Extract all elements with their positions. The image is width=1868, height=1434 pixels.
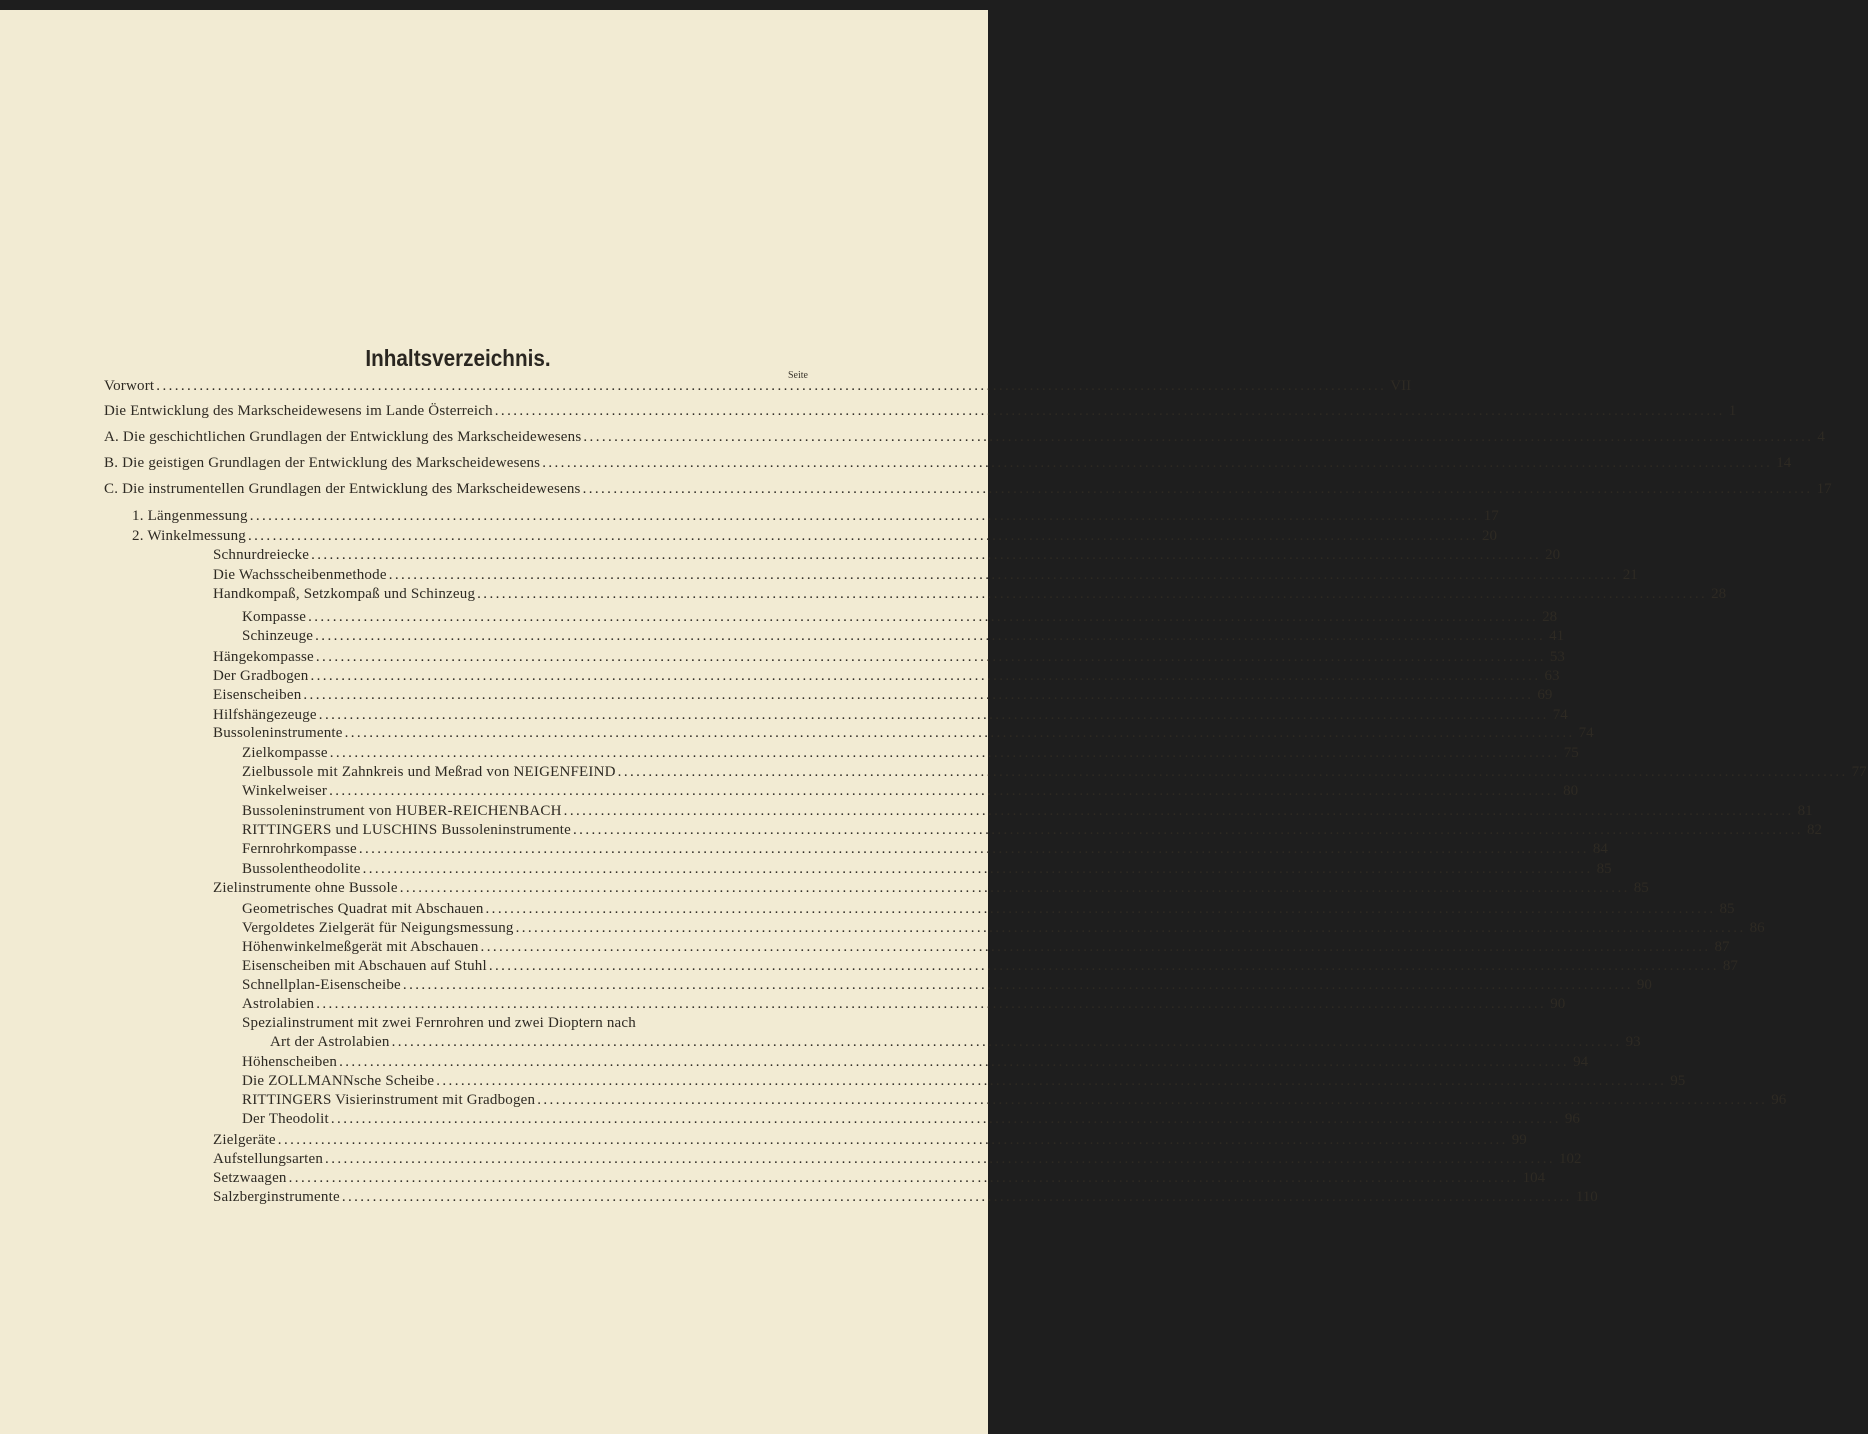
toc-entry-title: Vorwort xyxy=(104,378,155,394)
dot-leader: ........................................................................................................................................................................................................ xyxy=(249,508,1480,524)
toc-entry-page: 84 xyxy=(1592,841,1608,857)
toc-entry-title: B. Die geistigen Grundlagen der Entwicklung des Markscheidewesens xyxy=(104,455,541,471)
toc-entry-page: 87 xyxy=(1722,958,1738,974)
toc-entry xyxy=(104,428,1825,447)
toc-entry-page: 17 xyxy=(1816,481,1832,497)
toc-entry-title: A. Die geschichtlichen Grundlagen der Entwicklung des Markscheidewesens xyxy=(104,429,582,445)
toc-entry xyxy=(213,648,1565,667)
dot-leader: ........................................................................................................................................................................................................ xyxy=(288,1170,1519,1186)
toc-entry xyxy=(213,1169,1546,1188)
dot-leader: ........................................................................................................................................................................................................ xyxy=(315,628,1546,644)
toc-entry-title: Bussoleninstrumente xyxy=(213,725,343,741)
toc-entry xyxy=(242,821,1823,840)
dot-leader: ........................................................................................................................................................................................................ xyxy=(318,707,1549,723)
document-page xyxy=(0,10,1867,1434)
toc-entry-page: 21 xyxy=(1622,567,1638,583)
dot-leader: ........................................................................................................................................................................................................ xyxy=(477,586,1708,602)
toc-entry-page: 69 xyxy=(1537,687,1553,703)
dot-leader: ........................................................................................................................................................................................................ xyxy=(303,687,1534,703)
toc-entry-page: 85 xyxy=(1719,901,1735,917)
toc-entry-title: Schinzeuge xyxy=(242,628,314,644)
dot-leader: ........................................................................................................................................................................................................ xyxy=(316,996,1547,1012)
toc-entry-page: 85 xyxy=(1633,880,1649,896)
dot-leader: ........................................................................................................................................................................................................ xyxy=(480,939,1711,955)
toc-entry-page: 99 xyxy=(1511,1132,1527,1148)
dot-leader: ........................................................................................................................................................................................................ xyxy=(485,901,1716,917)
toc-entry-page: 86 xyxy=(1749,920,1765,936)
toc-entry xyxy=(242,608,1558,627)
dot-leader: ........................................................................................................................................................................................................ xyxy=(362,861,1593,877)
dot-leader: ........................................................................................................................................................................................................ xyxy=(583,429,1814,445)
toc-entry xyxy=(242,1053,1589,1072)
dot-leader: ........................................................................................................................................................................................................ xyxy=(436,1073,1667,1089)
toc-entry-page: 96 xyxy=(1564,1111,1580,1127)
dot-leader: ........................................................................................................................................................................................................ xyxy=(388,567,1619,583)
toc-entry-title: Zielinstrumente ohne Bussole xyxy=(213,880,398,896)
toc-entry-title: Der Theodolit xyxy=(242,1111,329,1127)
dot-leader: ........................................................................................................................................................................................................ xyxy=(344,725,1575,741)
toc-entry-title: Die Wachsscheibenmethode xyxy=(213,567,387,583)
toc-entry-page: 85 xyxy=(1596,861,1612,877)
toc-entry-page: 77 xyxy=(1851,764,1867,780)
dot-leader: ........................................................................................................................................................................................................ xyxy=(563,803,1794,819)
toc-entry-page: 74 xyxy=(1578,725,1594,741)
toc-entry xyxy=(104,454,1792,473)
toc-entry-page: 82 xyxy=(1807,822,1823,838)
toc-entry-page: 28 xyxy=(1542,609,1558,625)
toc-entry xyxy=(213,686,1553,705)
toc-entry-title: Salzberginstrumente xyxy=(213,1189,340,1205)
toc-entry xyxy=(213,706,1568,725)
toc-entry xyxy=(242,1072,1686,1091)
toc-entry xyxy=(132,507,1499,526)
toc-entry-title: Spezialinstrument mit zwei Fernrohren und zwei Dioptern nach xyxy=(242,1015,636,1031)
toc-entry-title: Fernrohrkompasse xyxy=(242,841,357,857)
toc-entry-page: 4 xyxy=(1817,429,1825,445)
toc-entry xyxy=(104,377,1412,396)
toc-entry-title: Höhenscheiben xyxy=(242,1054,338,1070)
dot-leader: ........................................................................................................................................................................................................ xyxy=(339,1054,1570,1070)
toc-entry xyxy=(213,546,1561,565)
dot-leader: ........................................................................................................................................................................................................ xyxy=(358,841,1589,857)
toc-entry-title: Höhenwinkelmeßgerät mit Abschauen xyxy=(242,939,479,955)
toc-entry-page: 1 xyxy=(1728,403,1737,419)
toc-entry-page: 28 xyxy=(1711,586,1727,602)
toc-entry xyxy=(242,860,1612,879)
toc-entry-title: 2. Winkelmessung xyxy=(132,528,246,544)
toc-entry-title: Hängekompasse xyxy=(213,649,314,665)
toc-entry-page: 104 xyxy=(1522,1170,1546,1186)
toc-entry-title: Hilfshängezeuge xyxy=(213,707,317,723)
toc-entry-page: 95 xyxy=(1670,1073,1686,1089)
toc-entry-page: 41 xyxy=(1549,628,1565,644)
toc-entry-title: Aufstellungsarten xyxy=(213,1151,324,1167)
toc-entry xyxy=(213,585,1727,604)
dot-leader: ........................................................................................................................................................................................................ xyxy=(310,668,1541,684)
toc-entry-title: Die ZOLLMANNsche Scheibe xyxy=(242,1073,435,1089)
dot-leader: ........................................................................................................................................................................................................ xyxy=(515,920,1746,936)
toc-entry-page: 90 xyxy=(1550,996,1566,1012)
dot-leader: ........................................................................................................................................................................................................ xyxy=(542,455,1773,471)
toc-entry-title: Kompasse xyxy=(242,609,307,625)
toc-entry-title: Der Gradbogen xyxy=(213,668,309,684)
toc-entry xyxy=(213,1188,1598,1207)
toc-entry-title: Schnellplan-Eisenscheibe xyxy=(242,977,401,993)
toc-entry xyxy=(242,782,1579,801)
toc-entry-page: 75 xyxy=(1563,745,1579,761)
toc-entry-title: RITTINGERS Visierinstrument mit Gradbogen xyxy=(242,1092,536,1108)
toc-entry-page: 63 xyxy=(1544,668,1560,684)
toc-entry-title: Geometrisches Quadrat mit Abschauen xyxy=(242,901,484,917)
dot-leader: ........................................................................................................................................................................................................ xyxy=(617,764,1848,780)
toc-entry-page: 17 xyxy=(1483,508,1499,524)
toc-entry-title: Winkelweiser xyxy=(242,783,328,799)
toc-entry xyxy=(213,667,1560,686)
toc-entry xyxy=(132,527,1497,546)
toc-entry-title: Eisenscheiben mit Abschauen auf Stuhl xyxy=(242,958,487,974)
toc-entry xyxy=(242,840,1608,859)
toc-entry-page: 81 xyxy=(1797,803,1813,819)
toc-entry xyxy=(242,1091,1787,1110)
toc-entry xyxy=(242,802,1813,821)
toc-entry xyxy=(213,879,1649,898)
dot-leader: ........................................................................................................................................................................................................ xyxy=(582,481,1813,497)
toc-entry xyxy=(242,744,1579,763)
dot-leader: ........................................................................................................................................................................................................ xyxy=(277,1132,1508,1148)
dot-leader: ........................................................................................................................................................................................................ xyxy=(156,378,1387,394)
dot-leader: ........................................................................................................................................................................................................ xyxy=(573,822,1804,838)
toc-entry-page: 96 xyxy=(1771,1092,1787,1108)
dot-leader: ........................................................................................................................................................................................................ xyxy=(247,528,1478,544)
dot-leader: ........................................................................................................................................................................................................ xyxy=(315,649,1546,665)
dot-leader: ........................................................................................................................................................................................................ xyxy=(341,1189,1572,1205)
toc-entry xyxy=(242,919,1765,938)
toc-entry-page: VII xyxy=(1390,378,1412,394)
toc-entry xyxy=(213,724,1594,743)
toc-entry xyxy=(213,566,1638,585)
toc-entry-title: Setzwaagen xyxy=(213,1170,287,1186)
toc-entry-page: 14 xyxy=(1776,455,1792,471)
toc-entry-title: Astrolabien xyxy=(242,996,315,1012)
dot-leader: ........................................................................................................................................................................................................ xyxy=(308,609,1539,625)
toc-entry xyxy=(213,1150,1582,1169)
toc-entry-title: Handkompaß, Setzkompaß und Schinzeug xyxy=(213,586,476,602)
toc-entry xyxy=(242,995,1566,1014)
toc-entry xyxy=(242,763,1867,782)
toc-entry-page: 20 xyxy=(1545,547,1561,563)
toc-entry-title: Schnurdreiecke xyxy=(213,547,310,563)
dot-leader: ........................................................................................................................................................................................................ xyxy=(391,1034,1622,1050)
toc-entry-page: 102 xyxy=(1559,1151,1582,1167)
page-column-header: Seite xyxy=(788,370,808,381)
toc-entry-title: Die Entwicklung des Markscheidewesens im Lande Österreich xyxy=(104,403,493,419)
toc-entry-page: 20 xyxy=(1481,528,1497,544)
toc-entry xyxy=(242,957,1738,976)
toc-entry-title: 1. Längenmessung xyxy=(132,508,248,524)
dot-leader: ........................................................................................................................................................................................................ xyxy=(402,977,1633,993)
toc-entry xyxy=(242,627,1565,646)
toc-entry-title: RITTINGERS und LUSCHINS Bussoleninstrumente xyxy=(242,822,572,838)
toc-entry-page: 93 xyxy=(1625,1034,1641,1050)
dot-leader: ........................................................................................................................................................................................................ xyxy=(399,880,1630,896)
toc-entry-title: Bussolentheodolite xyxy=(242,861,361,877)
dot-leader: ........................................................................................................................................................................................................ xyxy=(488,958,1719,974)
toc-entry xyxy=(104,480,1832,499)
dot-leader: ........................................................................................................................................................................................................ xyxy=(329,783,1560,799)
toc-entry-page: 90 xyxy=(1636,977,1652,993)
dot-leader: ........................................................................................................................................................................................................ xyxy=(537,1092,1768,1108)
dot-leader: ........................................................................................................................................................................................................ xyxy=(325,1151,1556,1167)
toc-entry xyxy=(104,402,1737,421)
dot-leader: ........................................................................................................................................................................................................ xyxy=(494,403,1725,419)
toc-entry xyxy=(242,1110,1580,1129)
toc-entry-title: Zielgeräte xyxy=(213,1132,276,1148)
toc-entry-page: 110 xyxy=(1575,1189,1598,1205)
toc-entry xyxy=(242,938,1730,957)
toc-entry-page: 80 xyxy=(1563,783,1579,799)
dot-leader: ........................................................................................................................................................................................................ xyxy=(330,1111,1561,1127)
toc-entry-title: Bussoleninstrument von HUBER-REICHENBACH xyxy=(242,803,562,819)
toc-entry xyxy=(242,1014,810,1033)
toc-entry-page: 53 xyxy=(1549,649,1565,665)
dot-leader: ........................................................................................................................................................................................................ xyxy=(311,547,1542,563)
toc-entry-title: C. Die instrumentellen Grundlagen der Entwicklung des Markscheidewesens xyxy=(104,481,581,497)
toc-entry-title: Art der Astrolabien xyxy=(270,1034,390,1050)
toc-entry-title: Eisenscheiben xyxy=(213,687,302,703)
toc-entry xyxy=(242,900,1735,919)
toc-entry-page: 94 xyxy=(1573,1054,1589,1070)
toc-entry xyxy=(213,1131,1527,1150)
toc-entry-title: Zielkompasse xyxy=(242,745,328,761)
dot-leader: ........................................................................................................................................................................................................ xyxy=(329,745,1560,761)
page-title: Inhaltsverzeichnis. xyxy=(365,345,551,371)
toc-entry-title: Vergoldetes Zielgerät für Neigungsmessung xyxy=(242,920,514,936)
toc-entry xyxy=(270,1033,1641,1052)
toc-entry-page: 74 xyxy=(1552,707,1568,723)
toc-entry xyxy=(242,976,1652,995)
toc-entry-title: Zielbussole mit Zahnkreis und Meßrad von NEIGENFEIND xyxy=(242,764,616,780)
toc-entry-page: 87 xyxy=(1714,939,1730,955)
